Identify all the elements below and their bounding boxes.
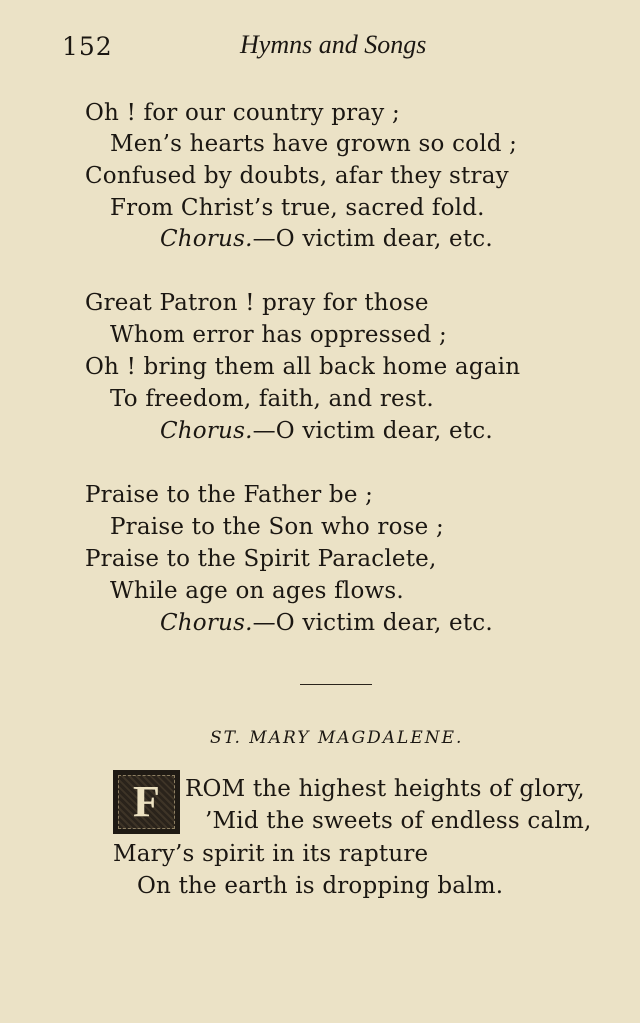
stanza-1-line-3: Confused by doubts, afar they stray — [85, 163, 509, 189]
stanza-3-line-1: Praise to the Father be ; — [85, 482, 374, 508]
stanza-3-line-4: While age on ages flows. — [110, 578, 404, 604]
chorus-label: Chorus. — [160, 610, 253, 636]
stanza-2-line-4: To freedom, faith, and rest. — [110, 386, 434, 412]
stanza-2-chorus — [160, 418, 493, 444]
stanza-1-chorus — [160, 226, 493, 252]
stanza-1-line-1: Oh ! for our country pray ; — [85, 100, 400, 126]
dropcap-ornament — [118, 775, 175, 829]
hymn-title: ST. MARY MAGDALENE. — [210, 728, 464, 748]
stanza-2-line-3: Oh ! bring them all back home again — [85, 354, 521, 380]
hymn-line-2: ’Mid the sweets of endless calm, — [205, 808, 592, 834]
chorus-text: —O victim dear, etc. — [252, 610, 493, 636]
stanza-3-chorus — [160, 610, 493, 636]
chorus-label: Chorus. — [160, 418, 253, 444]
stanza-3-line-3: Praise to the Spirit Paraclete, — [85, 546, 437, 572]
stanza-3-line-2: Praise to the Son who rose ; — [110, 514, 444, 540]
page-header — [0, 28, 640, 68]
hymn-line-3: Mary’s spirit in its rapture — [113, 841, 429, 867]
dropcap-letter: F — [133, 777, 160, 826]
stanza-2-line-2: Whom error has oppressed ; — [110, 322, 447, 348]
page-number: 152 — [62, 32, 113, 61]
chorus-label: Chorus. — [160, 226, 253, 252]
stanza-2-line-1: Great Patron ! pray for those — [85, 290, 429, 316]
running-title: Hymns and Songs — [240, 30, 427, 59]
stanza-1-line-2: Men’s hearts have grown so cold ; — [110, 131, 518, 157]
hymn-line-4: On the earth is dropping balm. — [137, 873, 504, 899]
hymn-line-1: ROM the highest heights of glory, — [185, 776, 585, 802]
section-divider — [300, 684, 372, 685]
stanza-1-line-4: From Christ’s true, sacred fold. — [110, 195, 485, 221]
ornamental-dropcap — [113, 770, 180, 834]
chorus-text: —O victim dear, etc. — [252, 418, 493, 444]
chorus-text: —O victim dear, etc. — [252, 226, 493, 252]
